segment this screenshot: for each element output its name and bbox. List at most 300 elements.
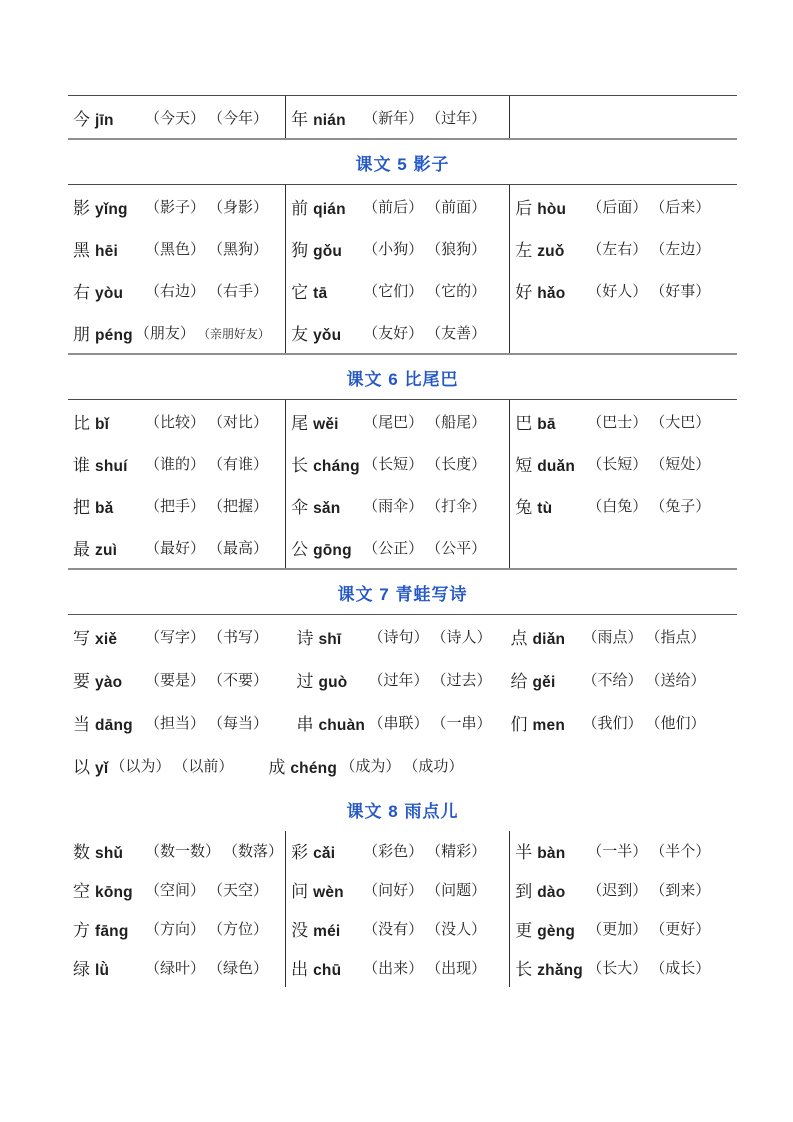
word-list [145,411,268,432]
word: （绿色） [208,961,269,977]
pinyin: chū [313,962,342,979]
word: （新年） [363,110,424,127]
word: （成为） [340,759,401,775]
vocab-entry-head [73,838,143,863]
vocab-entry-head [515,493,585,518]
word-list [363,107,486,128]
vocab-cell [68,526,286,568]
vocab-entry-head [515,278,585,303]
pinyin: wèn [313,884,344,901]
vocab-entry-head [291,105,361,130]
pinyin: men [532,717,565,734]
word: （它们） [363,283,424,300]
word-list [145,879,268,900]
pinyin: guò [318,674,348,691]
word: （影子） [145,199,206,216]
word-list [363,453,486,474]
lesson-5-header: 课文 5 影子 [355,155,450,174]
word: （以前） [173,759,234,775]
vocab-entry-head [515,409,585,434]
word-list [145,918,268,939]
table-row [68,658,737,701]
word-list [145,957,268,978]
hanzi-char: 把 [73,497,90,517]
word-list [587,918,710,939]
pinyin: yǒu [313,326,342,344]
vocab-cell [263,744,465,787]
word-list [145,196,268,217]
pinyin: tā [313,284,328,302]
pinyin: shuí [95,457,128,475]
hanzi-char: 今 [73,109,90,129]
pinyin: gěi [532,674,556,691]
table-row [68,484,737,526]
vocab-cell [510,948,737,987]
vocab-cell [68,227,286,269]
vocab-cell [68,311,286,353]
word: （公正） [363,540,424,557]
word-list [368,626,491,647]
table-row [68,442,737,484]
pinyin: wěi [313,415,339,433]
hanzi-char: 彩 [291,843,309,862]
word: （狼狗） [426,241,487,258]
word: （过去） [431,673,492,689]
vocab-entry-head [291,916,361,941]
word: （小狗） [363,241,424,258]
vocab-entry-head [291,278,361,303]
table-row [68,185,737,227]
word: （诗人） [431,630,492,646]
vocab-entry-head [73,710,143,735]
hanzi-char: 右 [73,282,90,302]
vocab-entry-head [291,451,361,476]
word: （巴士） [587,414,648,431]
word: （对比） [208,414,269,431]
vocab-entry-head [291,877,361,902]
vocab-entry-head [515,194,585,219]
vocab-entry-head [73,535,143,560]
pinyin: lǜ [95,962,110,979]
word: （更加） [587,922,648,938]
vocab-entry-head [511,624,581,649]
pinyin: kōng [95,884,133,901]
hanzi-char: 最 [73,539,90,559]
word-list [363,196,486,217]
vocab-cell [286,185,510,227]
table-row [68,615,737,658]
word-list [363,238,486,259]
word: （要是） [145,673,206,689]
table-row [68,227,737,269]
word: （不给） [582,673,643,689]
table-row [68,400,737,442]
vocab-cell [510,484,737,526]
pinyin: shǔ [95,845,124,862]
vocab-entry-head [73,105,143,130]
hanzi-char: 数 [73,843,90,862]
hanzi-char: 前 [291,198,309,218]
word: （右手） [208,283,269,300]
word-list [145,238,268,259]
vocab-cell [510,227,737,269]
word-list [145,626,268,647]
vocab-cell [506,658,737,701]
vocab-cell [510,185,737,227]
word: （不要） [208,673,269,689]
word: （友好） [363,325,424,342]
hanzi-char: 兔 [515,497,533,517]
word: （船尾） [426,414,487,431]
vocab-cell [286,311,510,353]
pinyin: nián [313,111,346,129]
pinyin: dāng [95,717,133,734]
word-list [145,280,268,301]
pinyin: péng [95,326,133,344]
vocab-cell [286,269,510,311]
table-row [68,909,737,948]
vocab-entry-head [291,194,361,219]
vocab-cell [510,870,737,909]
word-list [363,495,486,516]
vocab-cell [291,615,505,658]
word: （把握） [208,498,269,515]
hanzi-char: 空 [73,882,90,901]
word-list [368,712,491,733]
vocab-cell [506,615,737,658]
vocab-entry-head [296,624,366,649]
pinyin: jīn [95,111,114,129]
table-row [68,311,737,353]
word-list [587,196,710,217]
hanzi-char: 出 [291,960,309,979]
hanzi-char: 们 [510,715,528,734]
word: （一串） [431,716,492,732]
vocab-cell [510,269,737,311]
table-row [68,701,737,744]
pinyin: bā [537,415,556,433]
table-row [68,526,737,568]
word-list [587,495,710,516]
word: （它的） [426,283,487,300]
word: （彩色） [363,844,424,860]
hanzi-char: 比 [73,413,90,433]
word: （黑狗） [208,241,269,258]
pinyin: gōng [313,541,352,559]
hanzi-char: 到 [515,882,533,901]
word: （诗句） [368,630,429,646]
word: （数落） [223,844,284,860]
pinyin: bǐ [95,415,110,433]
word-list [363,537,486,558]
vocab-entry-head [291,838,361,863]
vocab-entry-head [515,236,585,261]
table-row [68,831,737,870]
pinyin: zhǎng [537,962,583,979]
pinyin: fāng [95,923,129,940]
table-row [68,96,737,138]
hanzi-char: 问 [291,882,309,901]
word: （没有） [363,922,424,938]
vocab-cell [68,96,286,138]
hanzi-char: 短 [515,455,533,475]
word: （过年） [426,110,487,127]
pinyin: xiě [95,631,118,648]
pinyin: yào [95,674,123,691]
word: （有谁） [208,456,269,473]
vocab-table-lesson6 [68,399,737,570]
word-list [363,918,486,939]
vocab-entry-head [73,236,143,261]
word: （问题） [426,883,487,899]
vocab-entry-head [291,236,361,261]
word-list [145,537,268,558]
word: （白兔） [587,498,648,515]
pinyin: cǎi [313,845,336,862]
vocab-entry-head [291,955,361,980]
table-row [68,948,737,987]
pinyin: qián [313,200,346,218]
lesson-7-header: 课文 7 青蛙写诗 [337,585,468,604]
word: （我们） [582,716,643,732]
hanzi-char: 黑 [73,240,90,260]
word-list [363,840,486,861]
hanzi-char: 给 [510,672,528,691]
vocab-cell [286,909,510,948]
word-list [587,840,710,861]
word: （过年） [368,673,429,689]
vocab-entry-head [73,320,133,345]
vocab-cell [68,484,286,526]
hanzi-char: 左 [515,240,533,260]
vocab-cell [68,658,291,701]
vocab-entry-head [515,877,585,902]
lesson-6-header: 课文 6 比尾巴 [346,370,459,389]
vocab-cell [286,96,510,138]
pinyin: chuàn [318,717,366,734]
vocab-entry-head [296,667,366,692]
hanzi-char: 更 [515,921,533,940]
word: （更好） [650,922,711,938]
vocab-cell-empty [510,96,737,138]
vocab-entry-head [73,753,108,778]
word: （右边） [145,283,206,300]
word: （精彩） [426,844,487,860]
hanzi-char: 长 [515,960,533,979]
vocab-cell [68,442,286,484]
word-list [145,669,268,690]
hanzi-char: 方 [73,921,90,940]
word: （前面） [426,199,487,216]
word: （身影） [208,199,269,216]
hanzi-char: 友 [291,324,309,344]
word-list [363,879,486,900]
vocab-cell [286,831,510,870]
word-list [587,879,710,900]
word: （指点） [645,630,706,646]
vocab-cell [510,400,737,442]
word-list [135,322,270,343]
vocab-entry-head [73,667,143,692]
pinyin: méi [313,923,341,940]
word: （公平） [426,540,487,557]
vocab-cell [291,701,505,744]
pinyin: cháng [313,457,360,475]
hanzi-char: 写 [73,629,90,648]
word-list [145,495,268,516]
word: （打伞） [426,498,487,515]
vocab-cell [286,484,510,526]
word: （长短） [363,456,424,473]
vocab-cell [286,948,510,987]
vocab-cell [68,185,286,227]
vocab-cell [291,658,505,701]
pinyin: bàn [537,845,566,862]
pinyin: shī [318,631,342,648]
pinyin: zuì [95,541,118,559]
word: （问好） [363,883,424,899]
vocab-entry-head [73,955,143,980]
vocab-entry-head [291,409,361,434]
word: （没人） [426,922,487,938]
word: （空间） [145,883,206,899]
word-list [587,453,710,474]
word: （出来） [363,961,424,977]
vocab-entry-head [268,753,338,778]
vocab-table-intro [68,95,737,140]
word-list [340,755,463,776]
vocab-cell [68,615,291,658]
vocab-entry-head [73,916,143,941]
word: （今天） [145,110,206,127]
hanzi-char: 以 [73,758,90,777]
word-list [583,626,706,647]
vocab-entry-head [73,278,143,303]
hanzi-char: 狗 [291,240,309,260]
hanzi-char: 巴 [515,413,533,433]
word: （写字） [145,630,206,646]
pinyin: tù [537,499,553,517]
vocab-cell [68,701,291,744]
word: （出现） [426,961,487,977]
word: （数一数） [145,844,221,860]
lesson-8-header: 课文 8 雨点儿 [346,802,459,821]
vocab-cell [68,744,235,787]
hanzi-char: 它 [291,282,309,302]
word-list [587,280,710,301]
word-list [145,107,268,128]
word: （今年） [208,110,269,127]
pinyin: dào [537,884,566,901]
word: （左右） [587,241,648,258]
word: （成长） [650,961,711,977]
vocab-entry-head [515,451,585,476]
word: （比较） [145,414,206,431]
word: （方位） [208,922,269,938]
vocab-cell [68,400,286,442]
hanzi-char: 没 [291,921,309,940]
vocab-entry-head [291,535,361,560]
hanzi-char: 点 [510,629,528,648]
hanzi-char: 绿 [73,960,90,979]
word: （亲朋好友） [197,326,270,341]
hanzi-char: 成 [268,758,286,777]
word: （好人） [587,283,648,300]
word: （后面） [587,199,648,216]
vocab-entry-head [73,194,143,219]
vocab-entry-head [73,451,143,476]
word: （左边） [650,241,711,258]
word: （成功） [403,759,464,775]
hanzi-char: 串 [296,715,314,734]
word: （长大） [587,961,648,977]
vocab-entry-head [515,955,585,980]
vocab-cell [286,400,510,442]
vocab-cell [286,526,510,568]
word-list [363,957,486,978]
vocab-cell [286,227,510,269]
pinyin: yòu [95,284,124,302]
word: （绿叶） [145,961,206,977]
word: （雨点） [582,630,643,646]
word-list [587,957,710,978]
word-list [145,453,268,474]
word: （友善） [426,325,487,342]
word: （长度） [426,456,487,473]
word: （把手） [145,498,206,515]
vocab-entry-head [291,493,361,518]
word-list [368,669,491,690]
word: （串联） [368,716,429,732]
vocab-cell [68,948,286,987]
vocab-cell [68,870,286,909]
word-list [583,669,706,690]
vocab-cell [506,701,737,744]
word: （书写） [208,630,269,646]
hanzi-char: 当 [73,715,90,734]
word: （每当） [208,716,269,732]
vocab-entry-head [511,667,581,692]
vocab-entry-head [296,710,366,735]
vocab-entry-head [73,877,143,902]
word: （后来） [650,199,711,216]
pinyin: sǎn [313,499,341,517]
word: （天空） [208,883,269,899]
hanzi-char: 年 [291,109,309,129]
word: （到来） [650,883,711,899]
vocab-cell [68,831,286,870]
content [68,95,737,987]
vocab-cell [510,442,737,484]
pinyin: zuǒ [537,242,565,260]
word: （前后） [363,199,424,216]
vocab-cell-empty [510,311,737,353]
vocab-entry-head [73,624,143,649]
hanzi-char: 诗 [296,629,314,648]
word-list [363,411,486,432]
word: （朋友） [134,325,195,342]
vocab-cell [510,831,737,870]
word: （黑色） [145,241,206,258]
word: （好事） [650,283,711,300]
word: （半个） [650,844,711,860]
pinyin: bǎ [95,499,114,517]
vocab-entry-head [73,409,143,434]
table-row [68,269,737,311]
pinyin: diǎn [532,631,566,648]
word: （尾巴） [363,414,424,431]
word: （迟到） [587,883,648,899]
